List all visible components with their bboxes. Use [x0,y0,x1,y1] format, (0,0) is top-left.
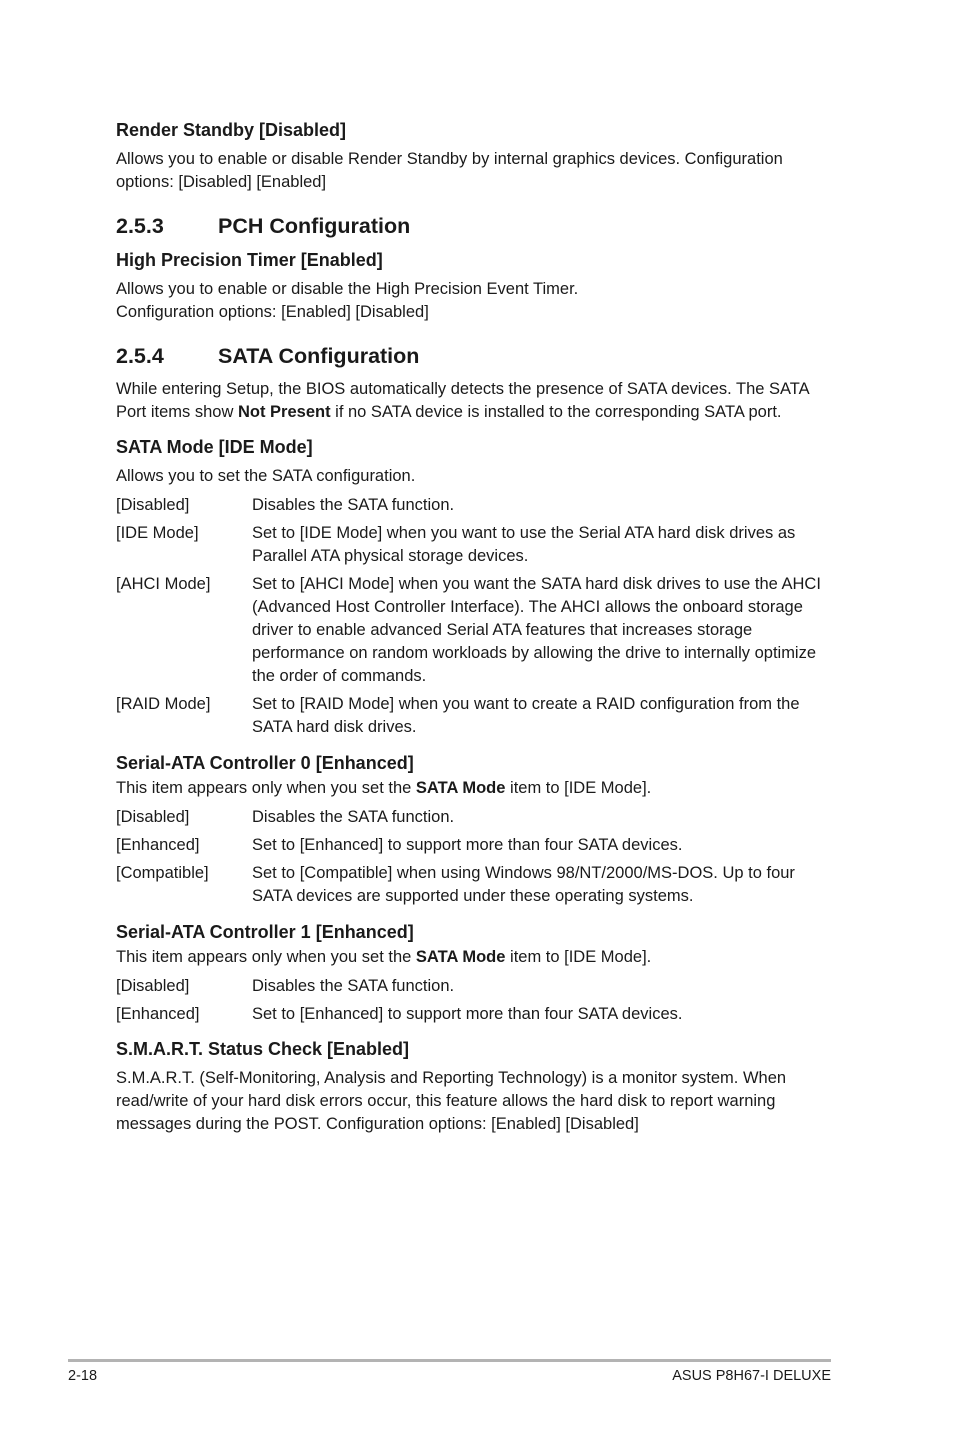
option-row [116,834,832,857]
option-value: Set to [Compatible] when using Windows 98/NT/2000/MS-DOS. Up to four SATA devices are supported under these operating systems. [252,864,795,905]
option-key: [IDE Mode] [116,524,199,542]
option-row [116,494,832,517]
sata-controller-0-options [116,806,832,908]
pch-section-number: 2.5.3 [116,214,164,238]
pch-section-heading [116,212,832,240]
sata-section-number: 2.5.4 [116,344,164,368]
option-row [116,522,832,568]
option-row [116,573,832,688]
footer-divider [68,1359,831,1362]
option-key: [RAID Mode] [116,695,211,713]
option-row [116,1003,832,1026]
hpet-heading: High Precision Timer [Enabled] [116,250,383,270]
option-key: [Disabled] [116,496,190,514]
sata-controller-1-options [116,975,832,1026]
option-value: Set to [Enhanced] to support more than four SATA devices. [252,836,683,854]
sata-controller-1-description [116,946,832,969]
sata-intro-bold: Not Present [237,403,331,421]
ctrl1-desc-text-a: This item appears only when you set the [116,948,416,966]
smart-heading: S.M.A.R.T. Status Check [Enabled] [116,1039,410,1059]
hpet-description-line-2: Configuration options: [Enabled] [Disabled] [116,303,429,321]
ctrl0-desc-text-a: This item appears only when you set the [116,779,416,797]
smart-description: S.M.A.R.T. (Self-Monitoring, Analysis and Reporting Technology) is a monitor system. When read/write of your hard disk errors occur, this feature allows the hard disk to report warning messages during the POST. Configuration options: [Enabled] [Disabled] [116,1069,787,1133]
option-row [116,975,832,998]
option-row [116,693,832,739]
option-row [116,862,832,908]
option-value: Set to [IDE Mode] when you want to use the Serial ATA hard disk drives as Parallel ATA physical storage devices. [252,524,796,565]
pch-section-title: PCH Configuration [218,214,411,238]
sata-section-title: SATA Configuration [218,344,420,368]
option-key: [Disabled] [116,977,190,995]
product-name: ASUS P8H67-I DELUXE [672,1368,831,1384]
ctrl0-desc-text-b: item to [IDE Mode]. [505,779,652,797]
sata-section-heading [116,342,832,370]
sata-controller-0-heading: Serial-ATA Controller 0 [Enhanced] [116,753,414,773]
page-content [116,118,832,1136]
sata-mode-heading: SATA Mode [IDE Mode] [116,437,313,457]
ctrl0-desc-bold: SATA Mode [415,779,506,797]
option-key: [AHCI Mode] [116,575,211,593]
sata-intro [116,378,832,424]
render-standby-description: Allows you to enable or disable Render Standby by internal graphics devices. Configuration options: [Disabled] [Enabled] [116,150,783,191]
page-number: 2-18 [68,1368,98,1384]
sata-intro-text-a: While entering Setup, the BIOS automatically detects the presence of SATA devices. The SATA Port items show [116,380,809,421]
sata-intro-text-b: if no SATA device is installed to the corresponding SATA port. [330,403,782,421]
option-key: [Compatible] [116,864,209,882]
option-row [116,806,832,829]
sata-controller-1-heading: Serial-ATA Controller 1 [Enhanced] [116,922,414,942]
option-value: Disables the SATA function. [252,808,455,826]
hpet-description-line-1: Allows you to enable or disable the High Precision Event Timer. [116,280,579,298]
option-key: [Disabled] [116,808,190,826]
option-value: Disables the SATA function. [252,496,455,514]
sata-mode-description: Allows you to set the SATA configuration. [116,467,416,485]
ctrl1-desc-bold: SATA Mode [415,948,506,966]
sata-mode-options [116,494,832,739]
option-value: Set to [Enhanced] to support more than four SATA devices. [252,1005,683,1023]
option-key: [Enhanced] [116,1005,200,1023]
option-value: Set to [AHCI Mode] when you want the SATA hard disk drives to use the AHCI (Advanced Host Controller Interface). The AHCI allows the onboard storage driver to enable advanced Serial ATA features that increases storage performance on random workloads by allowing the drive to internally optimize the order of commands. [252,575,821,685]
option-value: Set to [RAID Mode] when you want to create a RAID configuration from the SATA hard disk drives. [252,695,800,736]
option-value: Disables the SATA function. [252,977,455,995]
sata-controller-0-description [116,777,832,800]
option-key: [Enhanced] [116,836,200,854]
render-standby-heading: Render Standby [Disabled] [116,120,347,140]
ctrl1-desc-text-b: item to [IDE Mode]. [505,948,652,966]
